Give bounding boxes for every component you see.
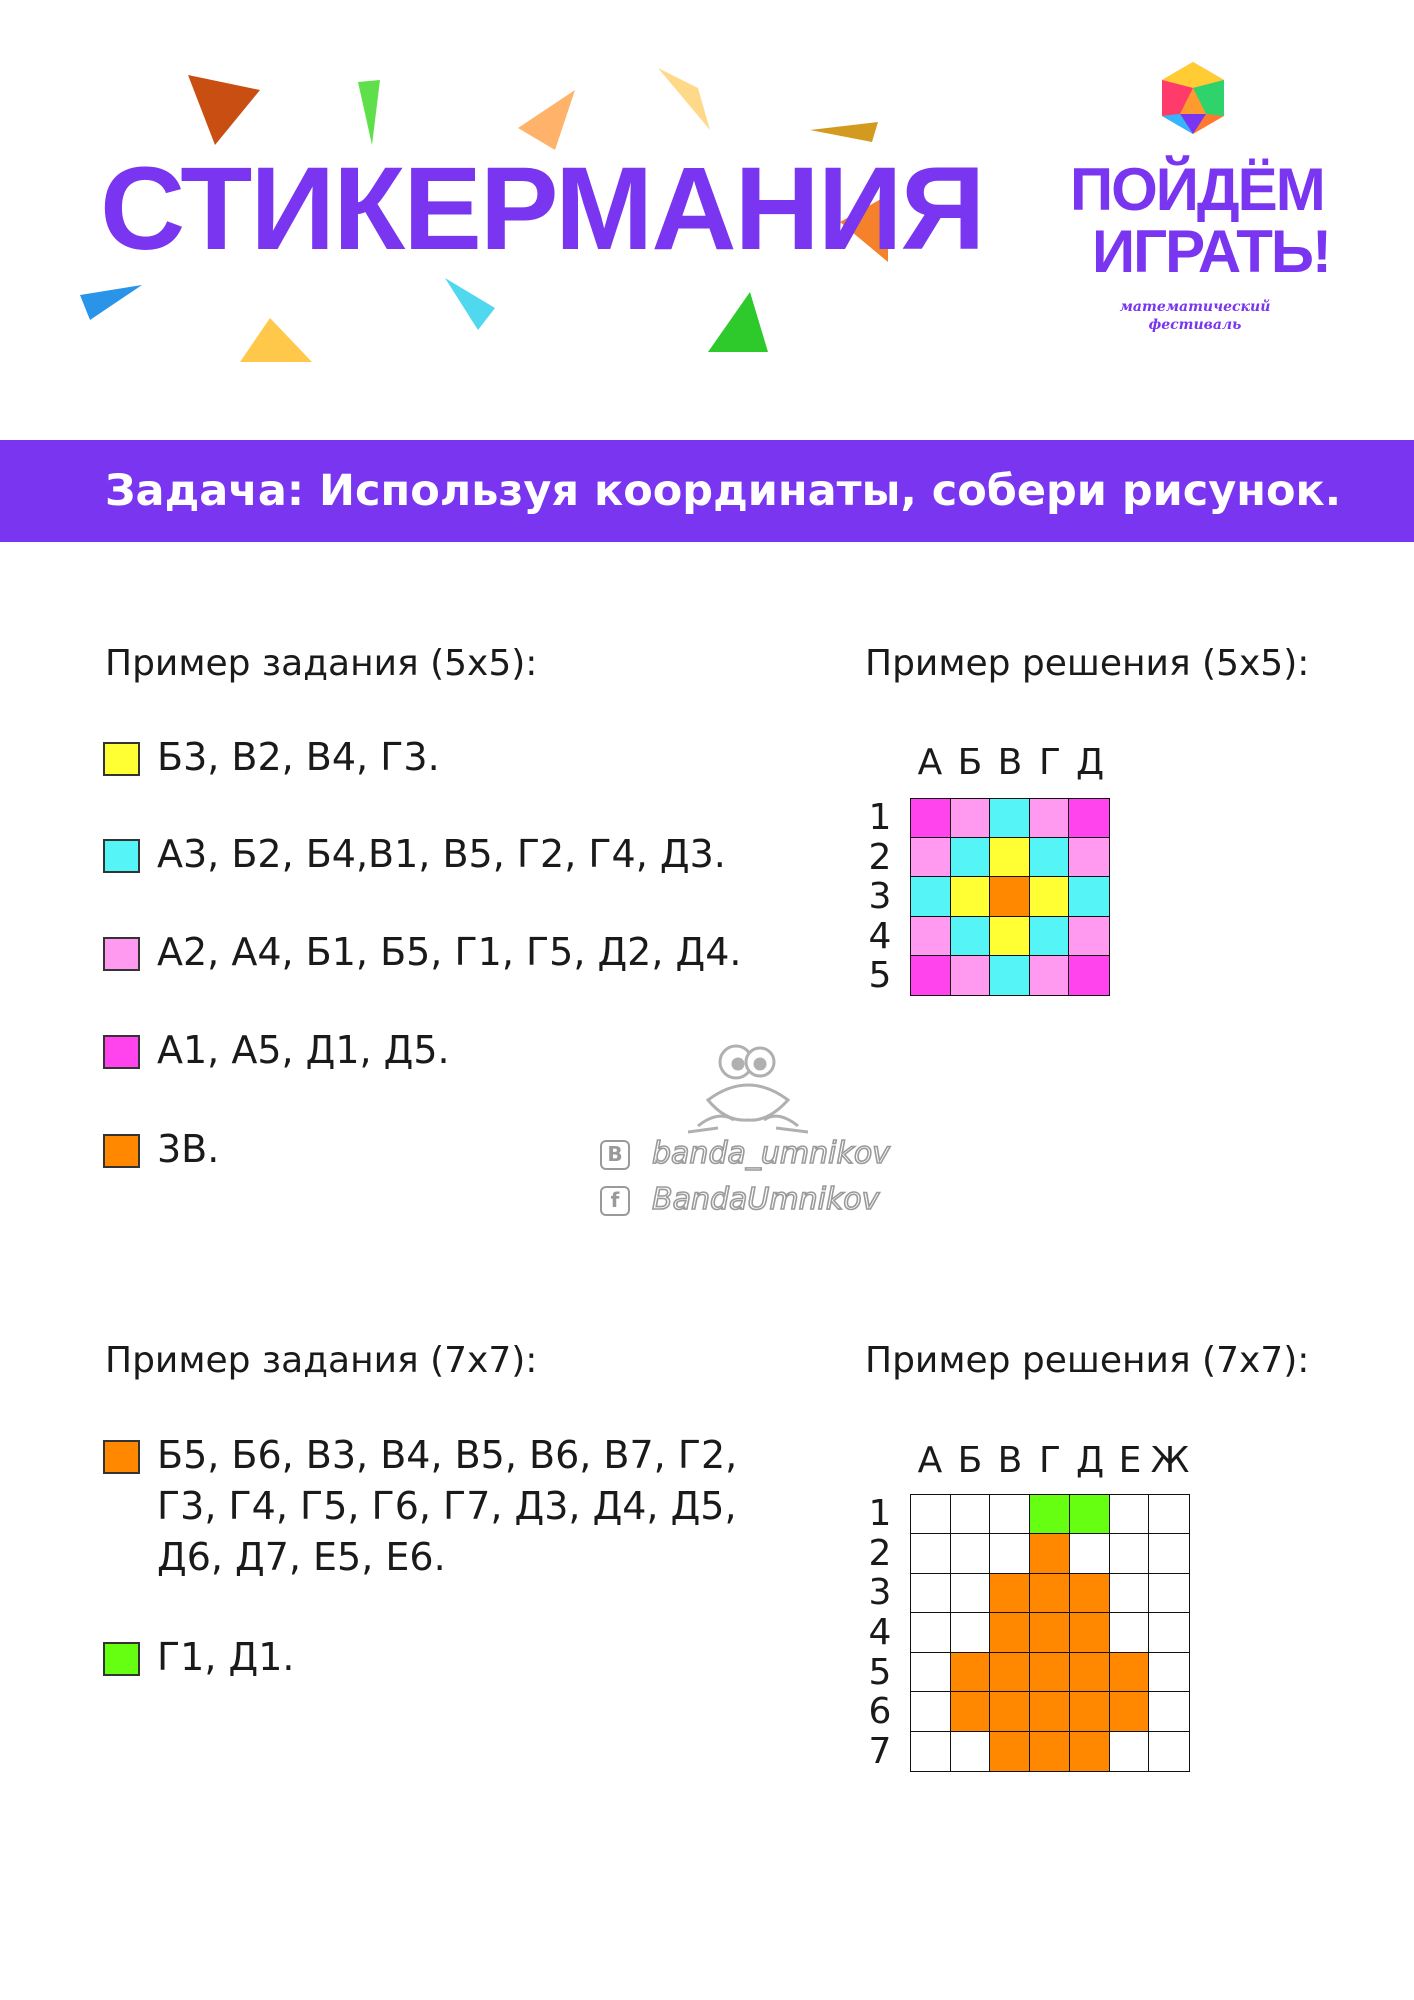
column-label: Б: [957, 1440, 983, 1481]
column-label: Е: [1118, 1440, 1142, 1481]
grid-cell: [911, 1653, 951, 1692]
column-label: А: [917, 1440, 943, 1481]
coordinate-list: 3В.: [157, 1127, 220, 1171]
grid-cell: [911, 838, 951, 877]
grid-cell: [911, 917, 951, 956]
grid-cell: [1070, 1495, 1110, 1534]
icosahedron-icon: [1160, 62, 1226, 134]
color-swatch: [103, 1440, 140, 1474]
confetti-triangle: [810, 122, 878, 142]
grid-cell: [911, 1732, 951, 1771]
grid-cell: [990, 956, 1030, 995]
grid-cell: [911, 1574, 951, 1613]
coordinate-list-line: Г1, Д1.: [157, 1635, 295, 1679]
column-label: Г: [1039, 1440, 1061, 1481]
logo-subtitle: [1060, 298, 1330, 334]
grid-cell: [1069, 877, 1109, 916]
grid-cell: [1149, 1613, 1189, 1652]
grid-cell: [1030, 1732, 1070, 1771]
grid-cell: [1110, 1692, 1150, 1731]
task-heading-5x5: Пример задания (5х5):: [105, 643, 538, 684]
grid-cell: [1110, 1653, 1150, 1692]
grid-cell: [1149, 1495, 1189, 1534]
confetti-triangle: [188, 75, 260, 145]
column-labels-7x7: [910, 1440, 1190, 1481]
grid-cell: [1030, 956, 1070, 995]
row-label: 4: [868, 915, 892, 957]
confetti-triangle: [240, 318, 312, 362]
confetti-triangle: [358, 80, 380, 145]
logo-subtitle-line-2: фестиваль: [1148, 317, 1242, 333]
coordinate-list: А3, Б2, Б4,В1, В5, Г2, Г4, Д3.: [157, 832, 726, 876]
confetti-triangle: [658, 68, 710, 130]
grid-cell: [951, 1613, 991, 1652]
watermark-line-1: banda_umnikov: [652, 1136, 890, 1171]
grid-cell: [990, 1613, 1030, 1652]
row-label: 2: [868, 836, 892, 878]
row-labels-5x5: [866, 798, 894, 996]
grid-cell: [990, 1534, 1030, 1573]
grid-cell: [951, 917, 991, 956]
festival-logo: [1060, 60, 1330, 350]
grid-cell: [1069, 956, 1109, 995]
grid-cell: [1030, 1692, 1070, 1731]
grid-cell: [1110, 1495, 1150, 1534]
grid-cell: [1149, 1574, 1189, 1613]
grid-cell: [1149, 1653, 1189, 1692]
grid-cell: [1149, 1692, 1189, 1731]
grid-cell: [951, 838, 991, 877]
grid-cell: [1070, 1613, 1110, 1652]
column-label: Б: [957, 742, 983, 783]
color-swatch: [103, 1035, 140, 1069]
color-swatch: [103, 1642, 140, 1676]
column-label: А: [917, 742, 943, 783]
grid-cell: [1070, 1653, 1110, 1692]
grid-cell: [990, 1732, 1030, 1771]
confetti-triangle: [445, 278, 495, 330]
grid-cell: [951, 1495, 991, 1534]
coordinate-list-line: Д6, Д7, Е5, Е6.: [157, 1535, 446, 1579]
grid-cell: [951, 1653, 991, 1692]
row-label: 1: [868, 797, 892, 838]
grid-cell: [1030, 1653, 1070, 1692]
grid-cell: [1070, 1534, 1110, 1573]
solution-heading-7x7: Пример решения (7х7):: [865, 1340, 1310, 1381]
grid-cell: [990, 838, 1030, 877]
column-label: Г: [1039, 742, 1061, 783]
grid-cell: [1030, 1495, 1070, 1534]
grid-cell: [1069, 838, 1109, 877]
grid-cell: [990, 1692, 1030, 1731]
grid-cell: [951, 1534, 991, 1573]
grid-cell: [1030, 838, 1070, 877]
column-label: Д: [1075, 742, 1105, 783]
task-banner: [0, 440, 1414, 542]
frog-mascot-icon: [678, 1040, 808, 1138]
grid-cell: [990, 877, 1030, 916]
grid-cell: [1070, 1574, 1110, 1613]
confetti-triangle: [80, 285, 142, 320]
column-labels-5x5: [910, 742, 1110, 783]
grid-cell: [911, 1692, 951, 1731]
row-label: 5: [868, 955, 892, 997]
grid-cell: [911, 956, 951, 995]
column-label: Д: [1075, 1440, 1105, 1481]
column-label: Ж: [1150, 1440, 1190, 1481]
grid-cell: [951, 1574, 991, 1613]
grid-cell: [911, 1534, 951, 1573]
column-label: В: [997, 1440, 1023, 1481]
grid-cell: [1149, 1732, 1189, 1771]
row-labels-7x7: [866, 1494, 894, 1772]
color-swatch: [103, 742, 140, 776]
grid-cell: [1030, 1574, 1070, 1613]
grid-cell: [1110, 1732, 1150, 1771]
grid-cell: [1149, 1534, 1189, 1573]
grid-cell: [990, 1495, 1030, 1534]
coordinate-list: А1, А5, Д1, Д5.: [157, 1028, 450, 1072]
facebook-icon: f: [600, 1186, 630, 1216]
coordinate-list-line: Б5, Б6, В3, В4, В5, В6, В7, Г2,: [157, 1433, 738, 1477]
task-heading-7x7: Пример задания (7х7):: [105, 1340, 538, 1381]
grid-cell: [1110, 1613, 1150, 1652]
watermark-line-2: BandaUmnikov: [652, 1182, 880, 1217]
grid-cell: [1110, 1534, 1150, 1573]
row-label: 4: [868, 1612, 892, 1654]
grid-cell: [990, 1574, 1030, 1613]
row-label: 3: [868, 1572, 892, 1614]
grid-cell: [1070, 1692, 1110, 1731]
grid-cell: [990, 917, 1030, 956]
grid-cell: [1030, 799, 1070, 838]
task-text: Задача: Используя координаты, собери рисунок.: [105, 466, 1342, 516]
solution-grid-7x7: [910, 1494, 1190, 1772]
grid-cell: [1069, 799, 1109, 838]
grid-cell: [1030, 877, 1070, 916]
watermark: [600, 1040, 900, 1240]
logo-line-1: ПОЙДЁМ: [1070, 156, 1324, 223]
logo-subtitle-line-1: математический: [1119, 299, 1271, 315]
color-swatch: [103, 937, 140, 971]
row-label: 6: [868, 1691, 892, 1733]
grid-cell: [1070, 1732, 1110, 1771]
grid-cell: [1030, 1534, 1070, 1573]
grid-cell: [951, 877, 991, 916]
grid-cell: [911, 799, 951, 838]
coordinate-list: Б3, В2, В4, Г3.: [157, 735, 440, 779]
grid-cell: [990, 799, 1030, 838]
column-label: В: [997, 742, 1023, 783]
vk-icon: В: [600, 1140, 630, 1170]
coordinate-list-line: Г3, Г4, Г5, Г6, Г7, Д3, Д4, Д5,: [157, 1484, 737, 1528]
page-title: СТИКЕРМАНИЯ: [100, 143, 984, 275]
grid-cell: [1069, 917, 1109, 956]
grid-cell: [911, 1495, 951, 1534]
grid-cell: [951, 1692, 991, 1731]
row-label: 2: [868, 1532, 892, 1574]
solution-grid-5x5: [910, 798, 1110, 996]
coordinate-list: А2, А4, Б1, Б5, Г1, Г5, Д2, Д4.: [157, 930, 742, 974]
grid-cell: [951, 799, 991, 838]
row-label: 1: [868, 1493, 892, 1534]
grid-cell: [1030, 1613, 1070, 1652]
grid-cell: [911, 1613, 951, 1652]
grid-cell: [1110, 1574, 1150, 1613]
grid-cell: [911, 877, 951, 916]
grid-cell: [951, 1732, 991, 1771]
confetti-triangle: [518, 90, 575, 150]
solution-heading-5x5: Пример решения (5х5):: [865, 643, 1310, 684]
color-swatch: [103, 839, 140, 873]
row-label: 7: [868, 1731, 892, 1773]
grid-cell: [951, 956, 991, 995]
color-swatch: [103, 1134, 140, 1168]
confetti-triangle: [708, 292, 768, 352]
grid-cell: [990, 1653, 1030, 1692]
logo-line-2: ИГРАТЬ!: [1092, 218, 1330, 285]
row-label: 5: [868, 1651, 892, 1693]
row-label: 3: [868, 876, 892, 918]
grid-cell: [1030, 917, 1070, 956]
